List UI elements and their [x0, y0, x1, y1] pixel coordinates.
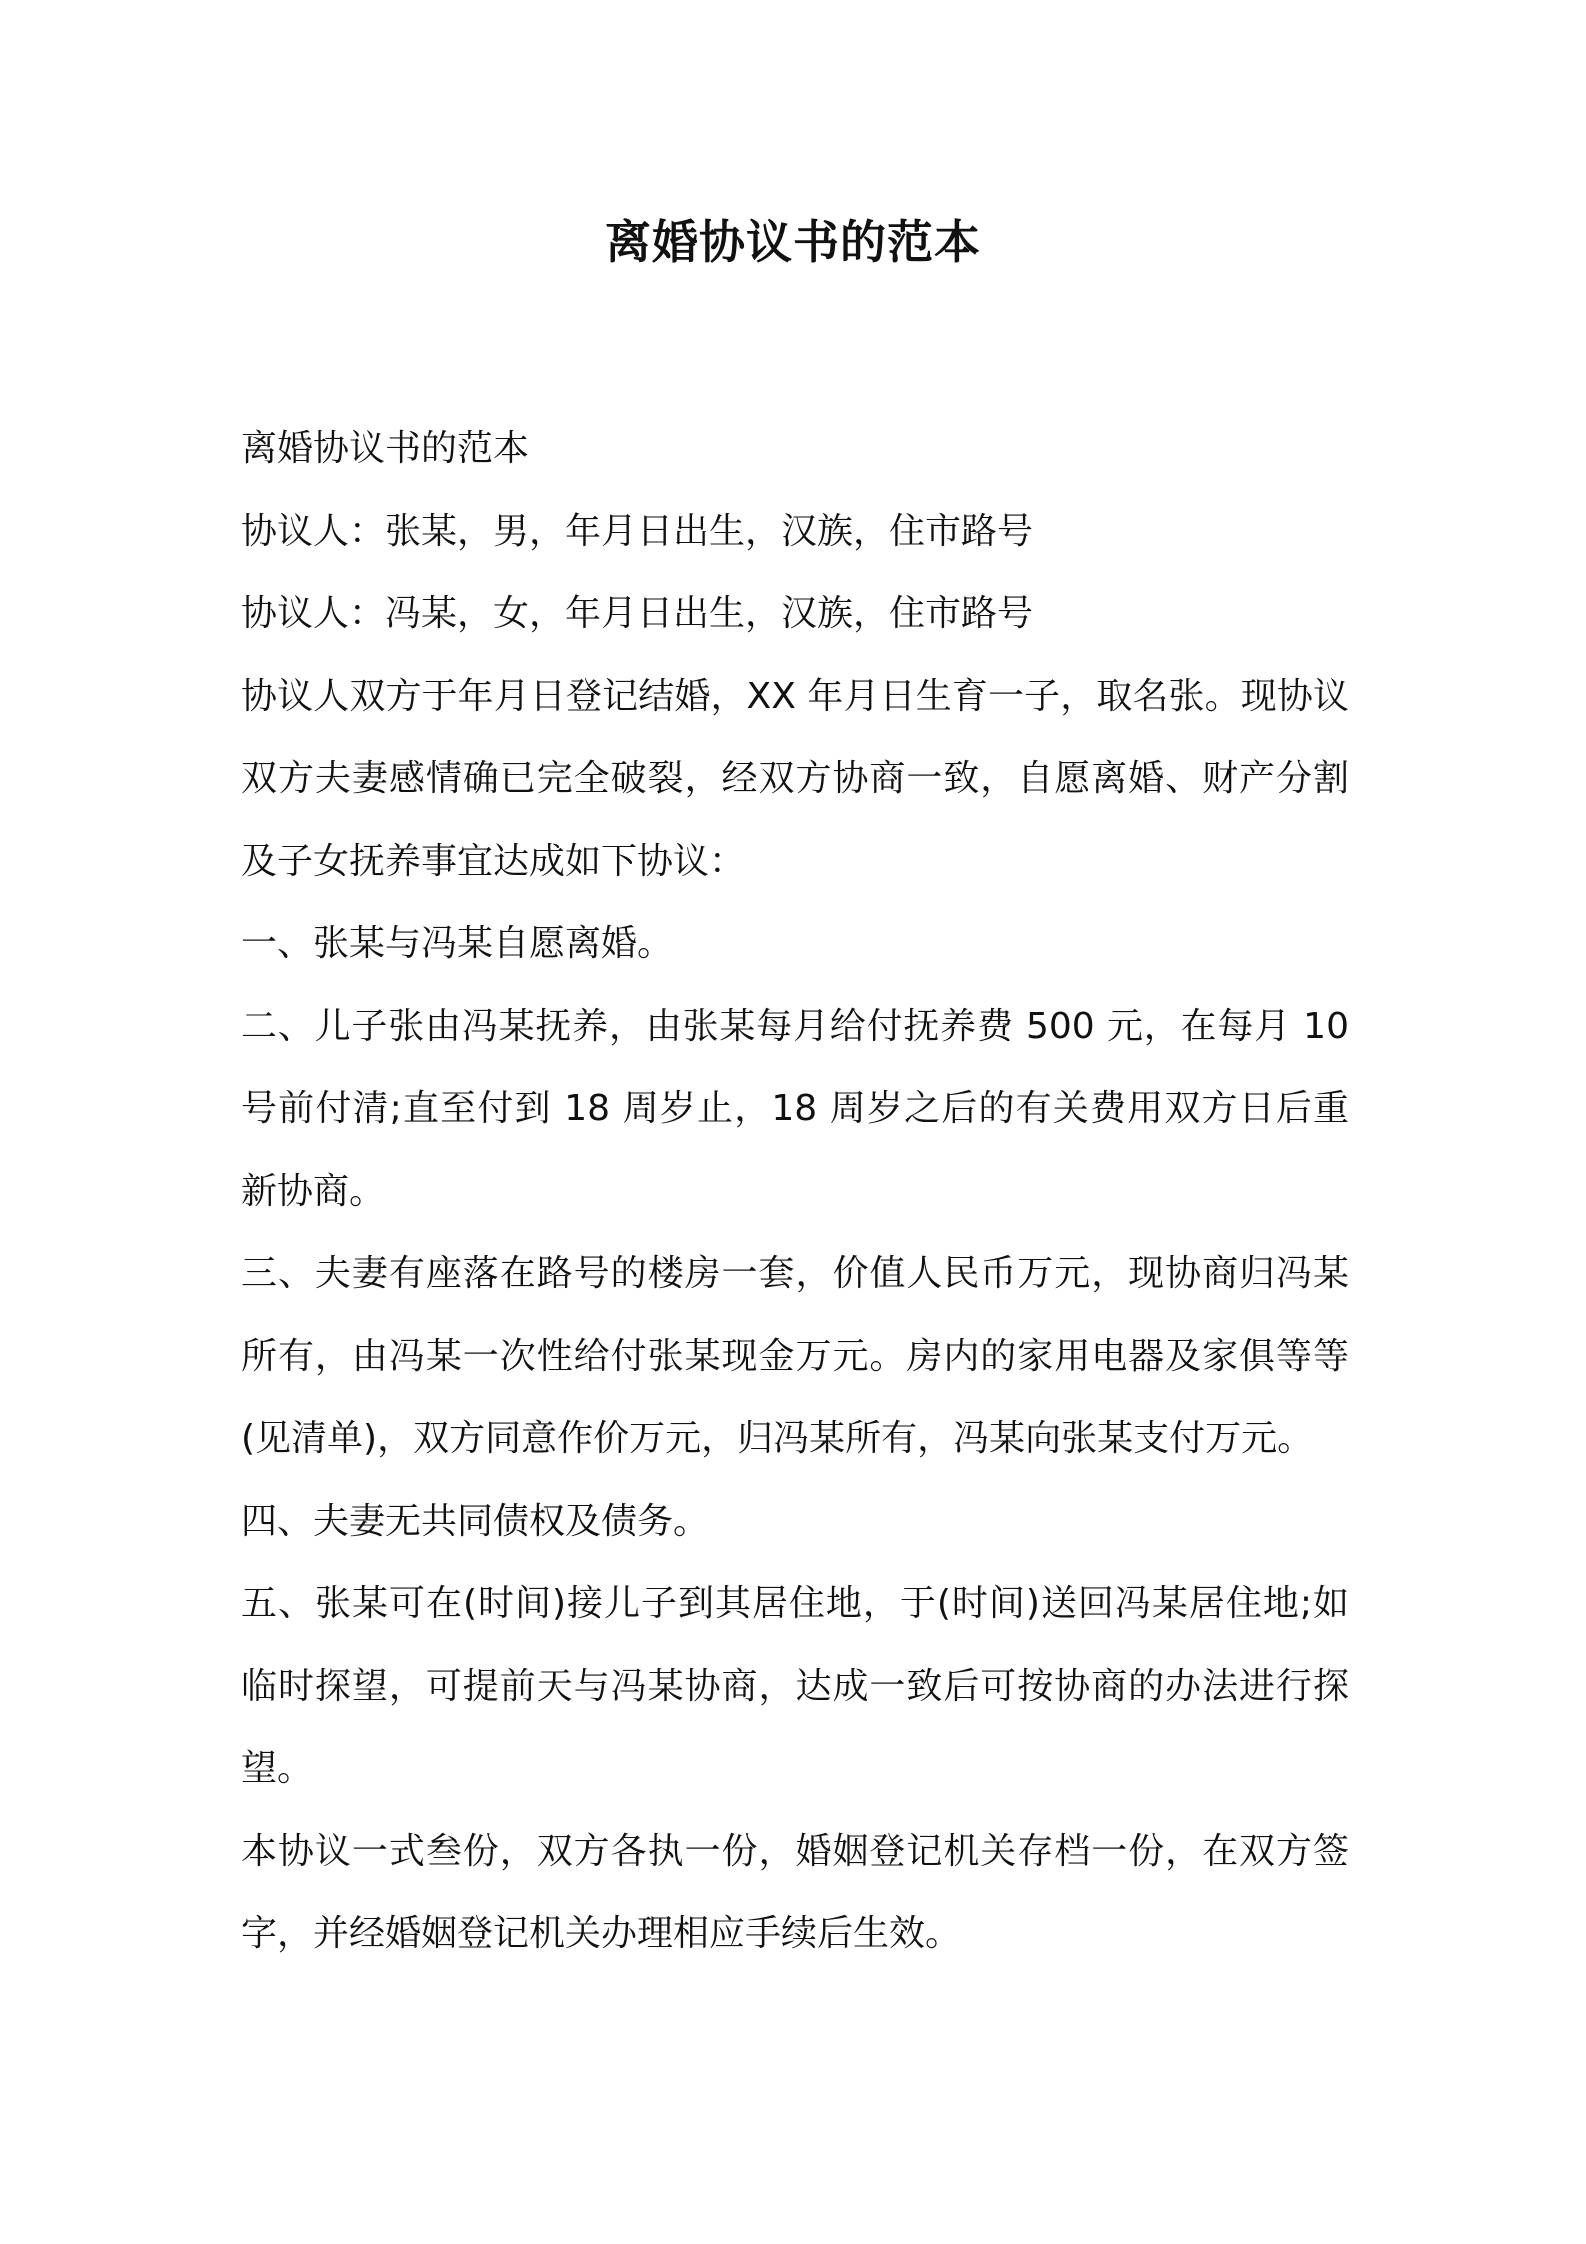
paragraph-clause-2: 二、儿子张由冯某抚养，由张某每月给付抚养费 500 元，在每月 10 号前付清;直至付到 18 周岁止，18 周岁之后的有关费用双方日后重新协商。 — [241, 1005, 1349, 1212]
document-body — [241, 408, 1349, 1976]
document-title: 离婚协议书的范本 — [605, 215, 981, 269]
paragraph-clause-5: 五、张某可在(时间)接儿子到其居住地，于(时间)送回冯某居住地;如临时探望，可提前天与冯某协商，达成一致后可按协商的办法进行探望。 — [241, 1583, 1349, 1789]
paragraph-clause-1: 一、张某与冯某自愿离婚。 — [241, 923, 674, 964]
paragraph-closing: 本协议一式叁份，双方各执一份，婚姻登记机关存档一份，在双方签字，并经婚姻登记机关办理相应手续后生效。 — [241, 1830, 1349, 1954]
paragraph-party-1: 协议人：张某，男，年月日出生，汉族，住市路号 — [241, 510, 1034, 552]
paragraph-clause-4: 四、夫妻无共同债权及债务。 — [241, 1500, 710, 1542]
paragraph-preamble: 协议人双方于年月日登记结婚，XX 年月日生育一子，取名张。现协议双方夫妻感情确已完全破裂，经双方协商一致，自愿离婚、财产分割及子女抚养事宜达成如下协议： — [241, 675, 1349, 882]
paragraph-clause-3: 三、夫妻有座落在路号的楼房一套，价值人民币万元，现协商归冯某所有，由冯某一次性给付张某现金万元。房内的家用电器及家俱等等(见清单)，双方同意作价万元，归冯某所有，冯某向张某支付万元。 — [241, 1253, 1349, 1459]
paragraph-heading: 离婚协议书的范本 — [241, 428, 530, 469]
paragraph-party-2: 协议人：冯某，女，年月日出生，汉族，住市路号 — [241, 593, 1034, 634]
